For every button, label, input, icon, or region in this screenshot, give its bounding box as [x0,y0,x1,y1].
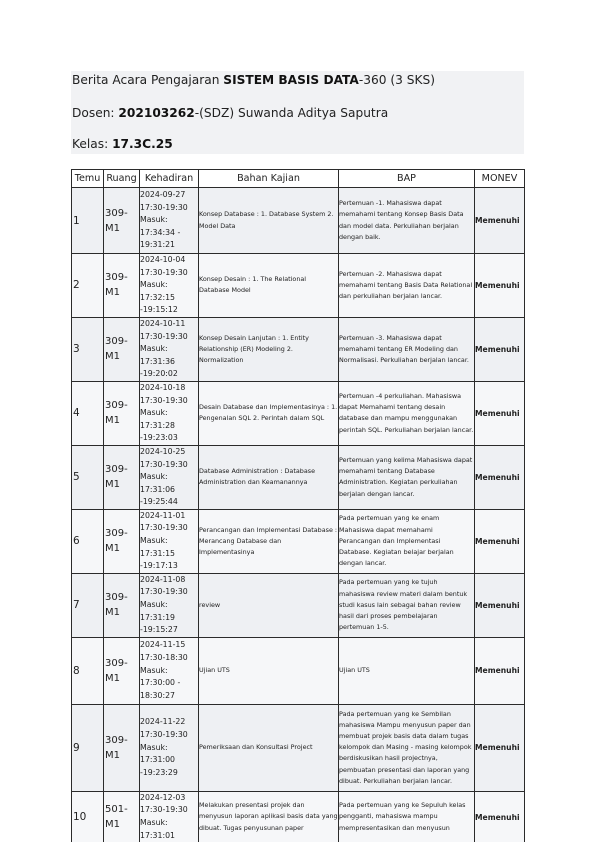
row-number: 2 [72,254,104,318]
row-room: 309-M1 [104,704,140,791]
row-room: 501-M1 [104,791,140,842]
row-monev: Memenuhi [475,573,525,637]
row-attendance: 2024-11-01 17:30-19:30 Masuk: 17:31:15 -19:17:13 [140,509,199,573]
row-bap: Pertemuan -4 perkuliahan. Mahasiswa dapat Memahami tentang desain database dan mampu menggunakan perintah SQL. Perkuliahan berjalan lancar. [339,381,475,445]
row-room: 309-M1 [104,254,140,318]
row-material: Konsep Desain Lanjutan : 1. Entity Relationship (ER) Modeling 2. Normalization [199,317,339,381]
row-room: 309-M1 [104,188,140,254]
row-number: 10 [72,791,104,842]
table-row [72,573,525,637]
table-row [72,254,525,318]
col-header-monev: MONEV [475,170,525,188]
table-row [72,317,525,381]
table-row [72,445,525,509]
row-material: Konsep Database : 1. Database System 2. Model Data [199,188,339,254]
row-number: 8 [72,637,104,704]
table-header-row [72,170,525,188]
row-material: Konsep Desain : 1. The Relational Database Model [199,254,339,318]
table-row [72,509,525,573]
row-number: 1 [72,188,104,254]
row-room: 309-M1 [104,317,140,381]
row-number: 9 [72,704,104,791]
row-room: 309-M1 [104,445,140,509]
row-number: 4 [72,381,104,445]
row-monev: Memenuhi [475,509,525,573]
row-room: 309-M1 [104,573,140,637]
table-row [72,188,525,254]
table-row [72,381,525,445]
row-attendance: 2024-10-18 17:30-19:30 Masuk: 17:31:28 -19:23:03 [140,381,199,445]
table-row [72,791,525,842]
row-number: 3 [72,317,104,381]
lecturer-line: Dosen: 202103262-(SDZ) Suwanda Aditya Saputra [72,106,389,120]
row-material: Database Administration : Database Administration dan Keamanannya [199,445,339,509]
row-bap: Pada pertemuan yang ke Sepuluh kelas pengganti, mahasiswa mampu mempresentasikan dan menyusun [339,791,475,842]
row-attendance: 2024-11-08 17:30-19:30 Masuk: 17:31:19 -19:15:27 [140,573,199,637]
row-monev: Memenuhi [475,445,525,509]
row-bap: Pertemuan -2. Mahasiswa dapat memahami tentang Basis Data Relational dan perkuliahan berjalan lancar. [339,254,475,318]
course-name: SISTEM BASIS DATA [223,73,359,87]
col-header-bahan-kajian: Bahan Kajian [199,170,339,188]
col-header-ruang: Ruang [104,170,140,188]
col-header-bap: BAP [339,170,475,188]
class-line: Kelas: 17.3C.25 [72,137,173,151]
row-material: Pemeriksaan dan Konsultasi Project [199,704,339,791]
row-monev: Memenuhi [475,704,525,791]
row-material: review [199,573,339,637]
row-material: Desain Database dan Implementasinya : 1. Pengenalan SQL 2. Perintah dalam SQL [199,381,339,445]
row-monev: Memenuhi [475,381,525,445]
row-bap: Ujian UTS [339,637,475,704]
lecturer-id: 202103262 [118,106,195,120]
row-bap: Pada pertemuan yang ke Sembilan mahasiswa Mampu menyusun paper dan membuat projek basis data dalam tugas kelompok dan Masing - masing kelompok berdiskusikan hasil projectnya, pembuatan presentasi dan laporan yang dibuat. Perkuliahan berjalan lancar. [339,704,475,791]
teaching-report-table [71,169,525,842]
row-bap: Pertemuan yang kelima Mahasiswa dapat memahami tentang Database Administration. Kegiatan perkuliahan berjalan dengan lancar. [339,445,475,509]
row-bap: Pertemuan -1. Mahasiswa dapat memahami tentang Konsep Basis Data dan model data. Perkuliahan berjalan dengan baik. [339,188,475,254]
table-row [72,704,525,791]
row-number: 6 [72,509,104,573]
row-monev: Memenuhi [475,637,525,704]
row-material: Perancangan dan Implementasi Database : Merancang Database dan Implementasinya [199,509,339,573]
row-room: 309-M1 [104,509,140,573]
row-material: Ujian UTS [199,637,339,704]
lecturer-name: -(SDZ) Suwanda Aditya Saputra [194,106,389,120]
row-bap: Pertemuan -3. Mahasiswa dapat memahami tentang ER Modeling dan Normalisasi. Perkuliahan berjalan lancar. [339,317,475,381]
row-monev: Memenuhi [475,188,525,254]
row-bap: Pada pertemuan yang ke tujuh mahasiswa review materi dalam bentuk studi kasus lain sebagai bahan review hasil dari proses pembelajaran pertemuan 1-5. [339,573,475,637]
row-room: 309-M1 [104,381,140,445]
row-attendance: 2024-10-11 17:30-19:30 Masuk: 17:31:36 -19:20:02 [140,317,199,381]
row-bap: Pada pertemuan yang ke enam Mahasiswa dapat memahami Perancangan dan Implementasi Database. Kegiatan belajar berjalan dengan lancar. [339,509,475,573]
row-attendance: 2024-12-03 17:30-19:30 Masuk: 17:31:01 [140,791,199,842]
table-row [72,637,525,704]
row-number: 7 [72,573,104,637]
row-attendance: 2024-09-27 17:30-19:30 Masuk: 17:34:34 - 19:31:21 [140,188,199,254]
row-monev: Memenuhi [475,791,525,842]
col-header-kehadiran: Kehadiran [140,170,199,188]
row-attendance: 2024-10-04 17:30-19:30 Masuk: 17:32:15 -19:15:12 [140,254,199,318]
class-code: 17.3C.25 [112,137,173,151]
row-room: 309-M1 [104,637,140,704]
row-monev: Memenuhi [475,317,525,381]
row-attendance: 2024-11-22 17:30-19:30 Masuk: 17:31:00 -19:23:29 [140,704,199,791]
document-header [71,71,524,154]
row-number: 5 [72,445,104,509]
row-attendance: 2024-10-25 17:30-19:30 Masuk: 17:31:06 -19:25:44 [140,445,199,509]
row-attendance: 2024-11-15 17:30-18:30 Masuk: 17:30:00 - 18:30:27 [140,637,199,704]
report-title: Berita Acara Pengajaran SISTEM BASIS DATA-360 (3 SKS) [72,73,435,87]
col-header-temu: Temu [72,170,104,188]
row-monev: Memenuhi [475,254,525,318]
row-material: Melakukan presentasi projek dan menyusun laporan aplikasi basis data yang dibuat. Tugas penyusunan paper [199,791,339,842]
